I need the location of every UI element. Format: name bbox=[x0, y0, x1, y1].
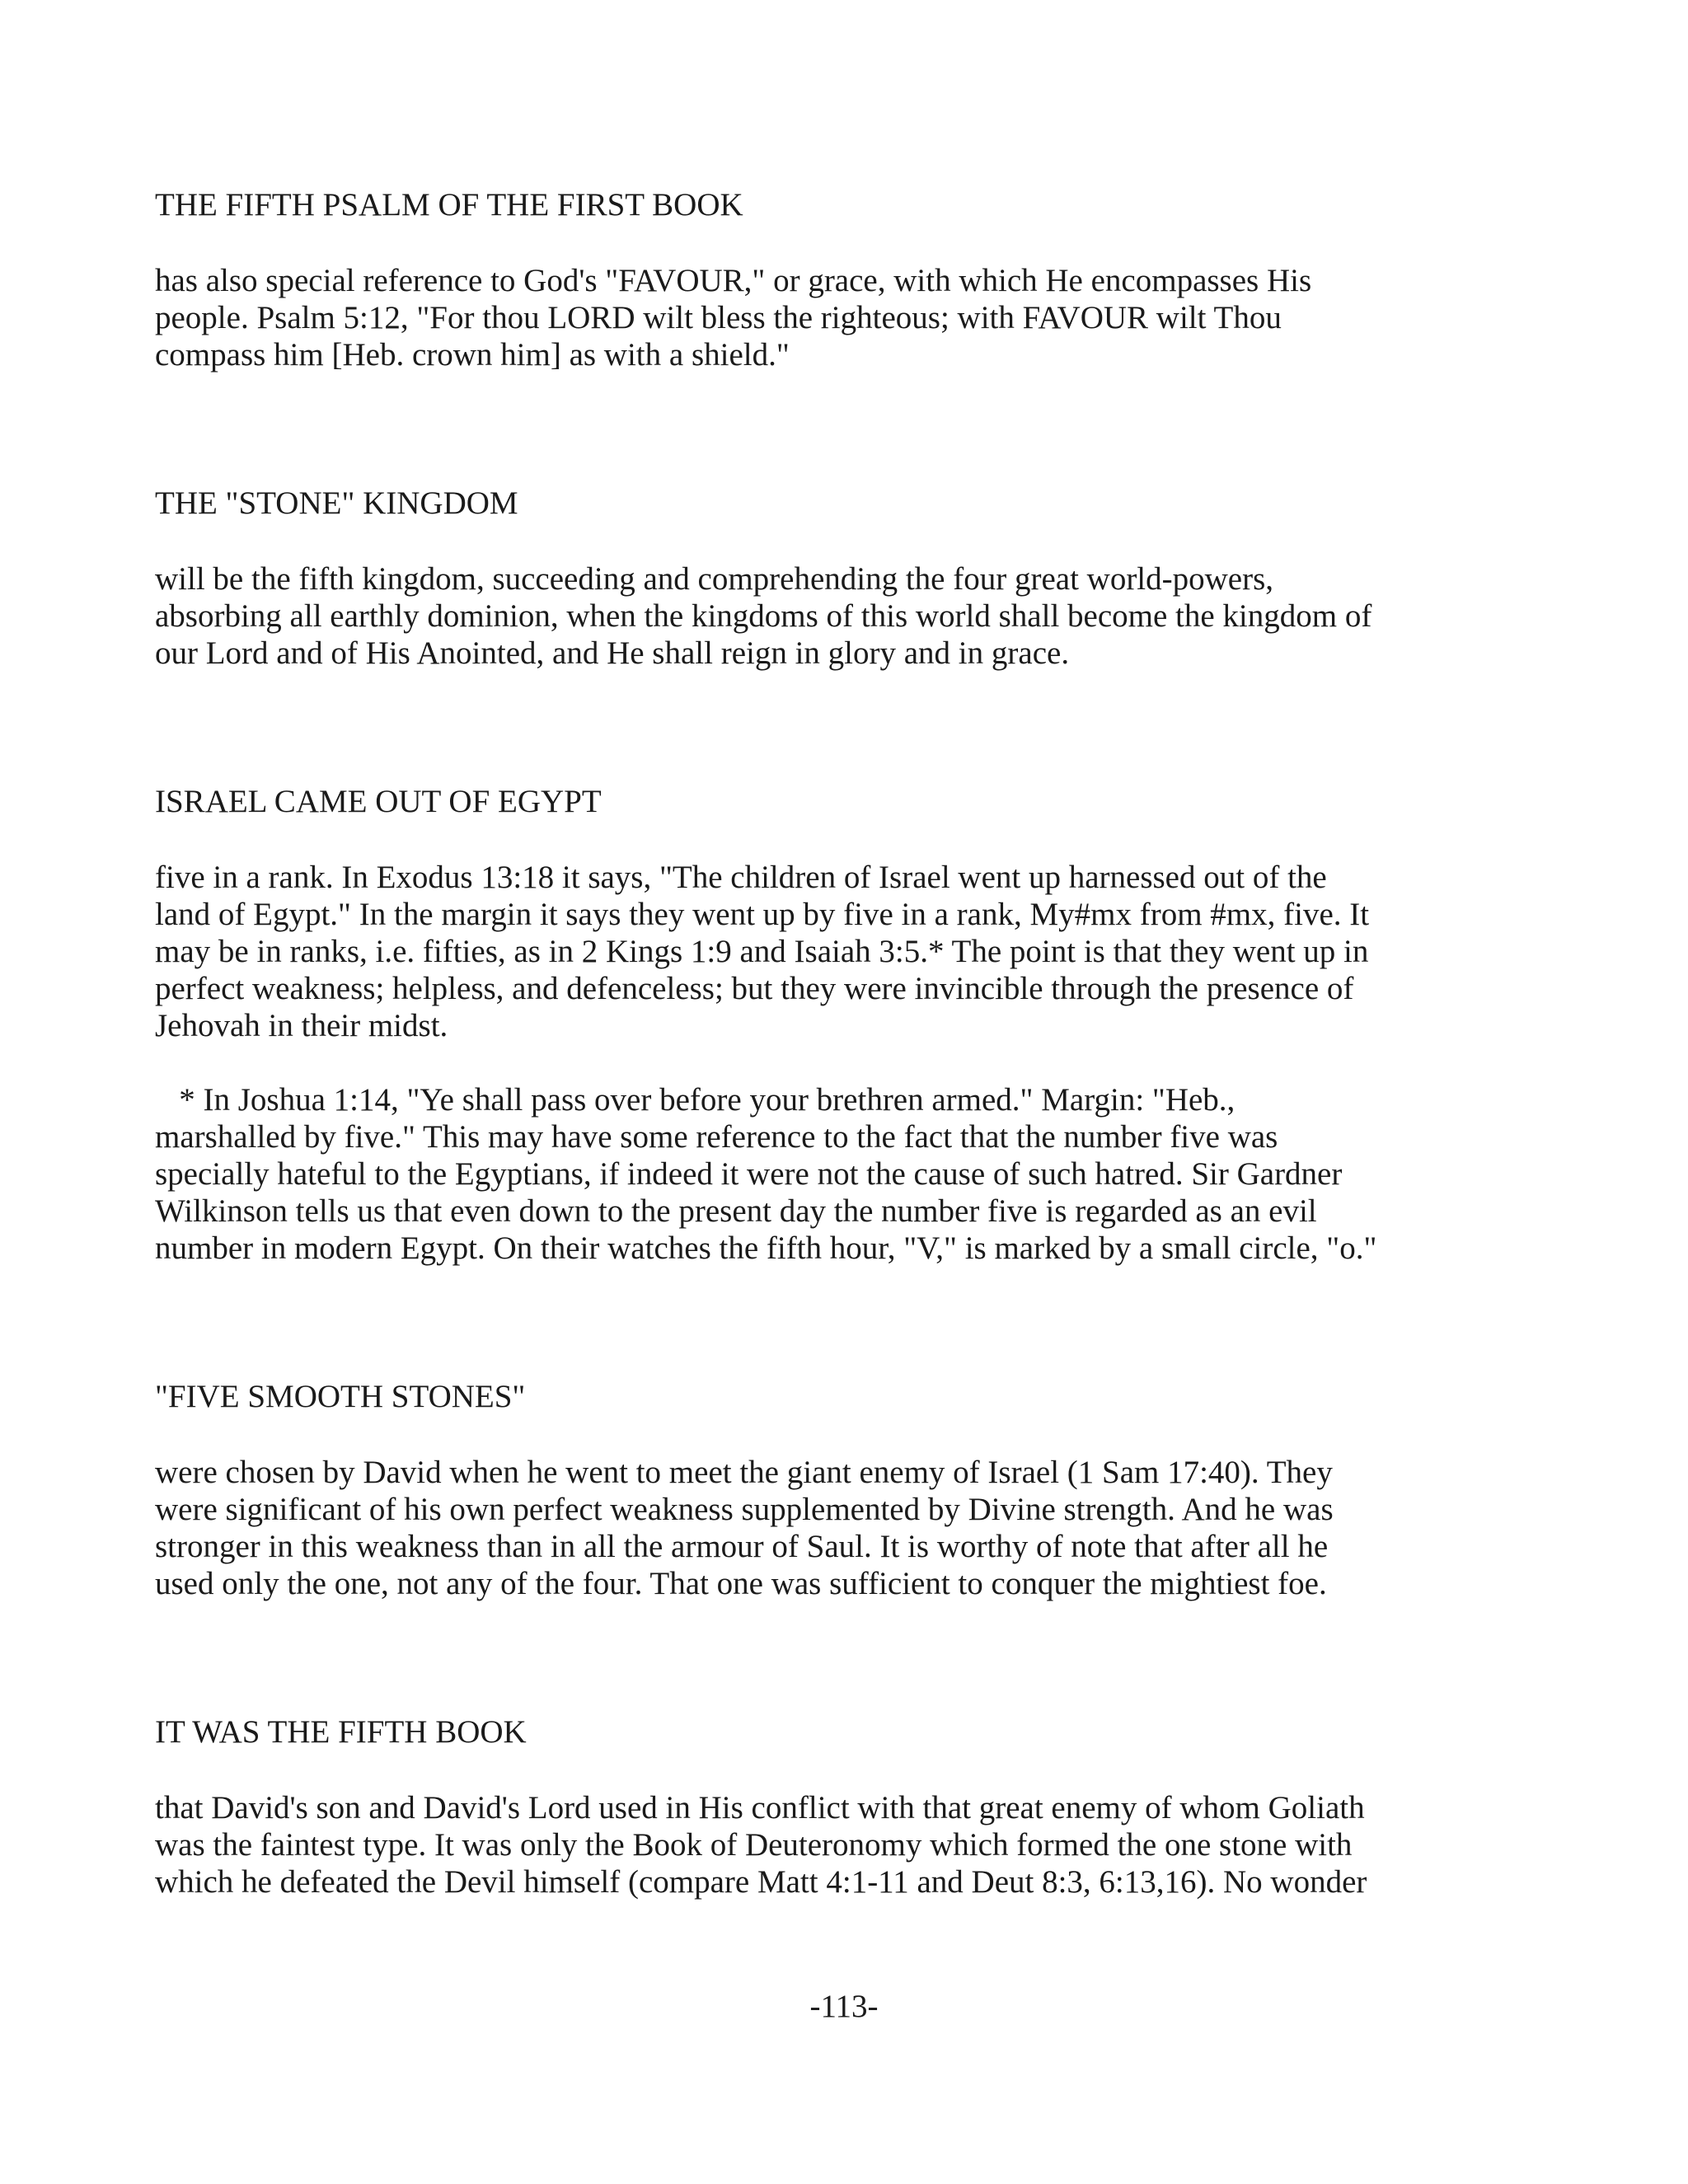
text-line: were chosen by David when he went to meet the giant enemy of Israel (1 Sam 17:40). They bbox=[155, 1455, 1333, 1490]
paragraph bbox=[155, 1789, 1556, 1900]
text-line: Jehovah in their midst. bbox=[155, 1008, 448, 1043]
text-line: marshalled by five." This may have some reference to the fact that the number five was bbox=[155, 1119, 1278, 1155]
document-body bbox=[155, 186, 1556, 1900]
text-line: has also special reference to God's "FAVOUR," or grace, with which He encompasses His bbox=[155, 263, 1312, 298]
section bbox=[155, 1378, 1556, 1602]
footnote-paragraph bbox=[155, 1081, 1556, 1267]
text-line: compass him [Heb. crown him] as with a shield." bbox=[155, 337, 790, 373]
text-line: used only the one, not any of the four. That one was sufficient to conquer the mightiest foe. bbox=[155, 1566, 1327, 1601]
page-number: -113- bbox=[809, 1989, 879, 2024]
text-line: absorbing all earthly dominion, when the kingdoms of this world shall become the kingdom of bbox=[155, 598, 1372, 634]
text-line: number in modern Egypt. On their watches the fifth hour, "V," is marked by a small circle, "o." bbox=[155, 1230, 1377, 1266]
text-line: * In Joshua 1:14, "Ye shall pass over before your brethren armed." Margin: "Heb., bbox=[155, 1082, 1236, 1118]
section bbox=[155, 1713, 1556, 1900]
text-line: that David's son and David's Lord used in His conflict with that great enemy of whom Goliath bbox=[155, 1790, 1365, 1825]
text-line: perfect weakness; helpless, and defenceless; but they were invincible through the presence of bbox=[155, 971, 1354, 1006]
paragraph bbox=[155, 859, 1556, 1044]
section-heading: THE "STONE" KINGDOM bbox=[155, 485, 518, 521]
text-line: were significant of his own perfect weakness supplemented by Divine strength. And he was bbox=[155, 1492, 1334, 1527]
text-line: people. Psalm 5:12, "For thou LORD wilt bless the righteous; with FAVOUR wilt Thou bbox=[155, 300, 1282, 335]
text-line: will be the fifth kingdom, succeeding and comprehending the four great world-powers, bbox=[155, 561, 1274, 597]
text-line: stronger in this weakness than in all the armour of Saul. It is worthy of note that after all he bbox=[155, 1529, 1329, 1564]
text-line: five in a rank. In Exodus 13:18 it says, "The children of Israel went up harnessed out of the bbox=[155, 860, 1327, 895]
section bbox=[155, 485, 1556, 672]
text-line: land of Egypt." In the margin it says they went up by five in a rank, My#mx from #mx, five. It bbox=[155, 897, 1370, 932]
text-line: was the faintest type. It was only the Book of Deuteronomy which formed the one stone with bbox=[155, 1827, 1353, 1863]
text-line: specially hateful to the Egyptians, if indeed it were not the cause of such hatred. Sir Gardner bbox=[155, 1156, 1343, 1192]
paragraph bbox=[155, 1454, 1556, 1602]
section-heading: IT WAS THE FIFTH BOOK bbox=[155, 1714, 527, 1750]
text-line: our Lord and of His Anointed, and He shall reign in glory and in grace. bbox=[155, 635, 1070, 671]
section-heading: THE FIFTH PSALM OF THE FIRST BOOK bbox=[155, 187, 743, 223]
section bbox=[155, 186, 1556, 373]
text-line: may be in ranks, i.e. fifties, as in 2 Kings 1:9 and Isaiah 3:5.* The point is that they went up in bbox=[155, 934, 1369, 969]
section bbox=[155, 783, 1556, 1267]
paragraph bbox=[155, 560, 1556, 672]
section-heading: "FIVE SMOOTH STONES" bbox=[155, 1379, 526, 1414]
section-heading: ISRAEL CAME OUT OF EGYPT bbox=[155, 784, 602, 819]
text-line: which he defeated the Devil himself (compare Matt 4:1-11 and Deut 8:3, 6:13,16). No wonder bbox=[155, 1864, 1367, 1900]
paragraph bbox=[155, 262, 1556, 373]
text-line: Wilkinson tells us that even down to the present day the number five is regarded as an evil bbox=[155, 1193, 1317, 1229]
